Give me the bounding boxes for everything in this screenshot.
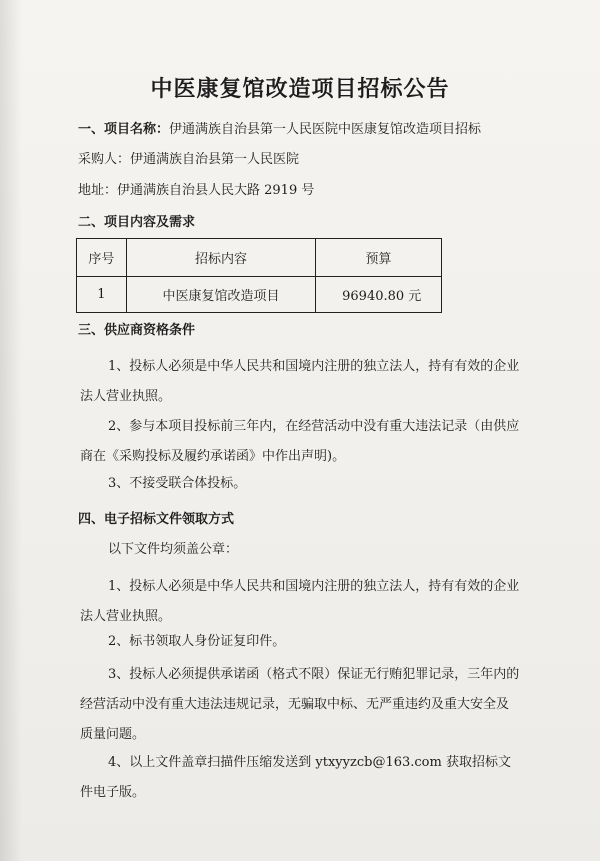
section-4-item: 1、投标人必须是中华人民共和国境内注册的独立法人，持有有效的企业法人营业执照。 — [80, 579, 520, 624]
table-row — [77, 277, 442, 313]
table-header-cell: 招标内容 — [126, 239, 315, 277]
section-4-item: 2、标书领取人身份证复印件。 — [108, 634, 286, 649]
project-name-label: 一、项目名称： — [78, 122, 170, 137]
section-4-item: 3、投标人必须提供承诺函（格式不限）保证无行贿犯罪记录，三年内的经营活动中没有重大违法违规记录，无骗取中标、无严重违约及重大安全及质量问题。 — [80, 667, 520, 742]
section-3-heading: 三、供应商资格条件 — [78, 323, 196, 338]
purchaser-line: 采购人：伊通满族自治县第一人民医院 — [78, 152, 300, 167]
table-cell-budget: 96940.80 元 — [316, 277, 442, 313]
section-4-item: 4、以上文件盖章扫描件压缩发送到 ytxyyzcb@163.com 获取招标文件电子版。 — [80, 755, 511, 800]
address-line: 地址：伊通满族自治县人民大路 2919 号 — [78, 183, 315, 198]
section-4-heading: 四、电子招标文件领取方式 — [78, 512, 235, 527]
section-3-item: 2、参与本项目投标前三年内，在经营活动中没有重大违法记录（由供应商在《采购投标及履约承诺函》中作出声明)。 — [80, 419, 520, 464]
project-name-line — [78, 121, 481, 139]
table-header-row — [77, 239, 442, 277]
section-3-item: 1、投标人必须是中华人民共和国境内注册的独立法人，持有有效的企业法人营业执照。 — [80, 359, 520, 404]
table-header-cell: 序号 — [77, 239, 127, 277]
section-3-item: 3、不接受联合体投标。 — [108, 476, 247, 491]
section-2-heading: 二、项目内容及需求 — [78, 215, 196, 230]
table-cell-content: 中医康复馆改造项目 — [126, 277, 315, 313]
table-header-cell: 预算 — [316, 239, 442, 277]
section-4-intro: 以下文件均须盖公章： — [108, 542, 239, 557]
project-name-value: 伊通满族自治县第一人民医院中医康复馆改造项目招标 — [169, 122, 482, 137]
table-cell-index: 1 — [77, 277, 127, 313]
requirements-table — [76, 238, 442, 313]
page-edge-shadow — [0, 0, 22, 861]
document-title: 中医康复馆改造项目招标公告 — [150, 76, 450, 102]
